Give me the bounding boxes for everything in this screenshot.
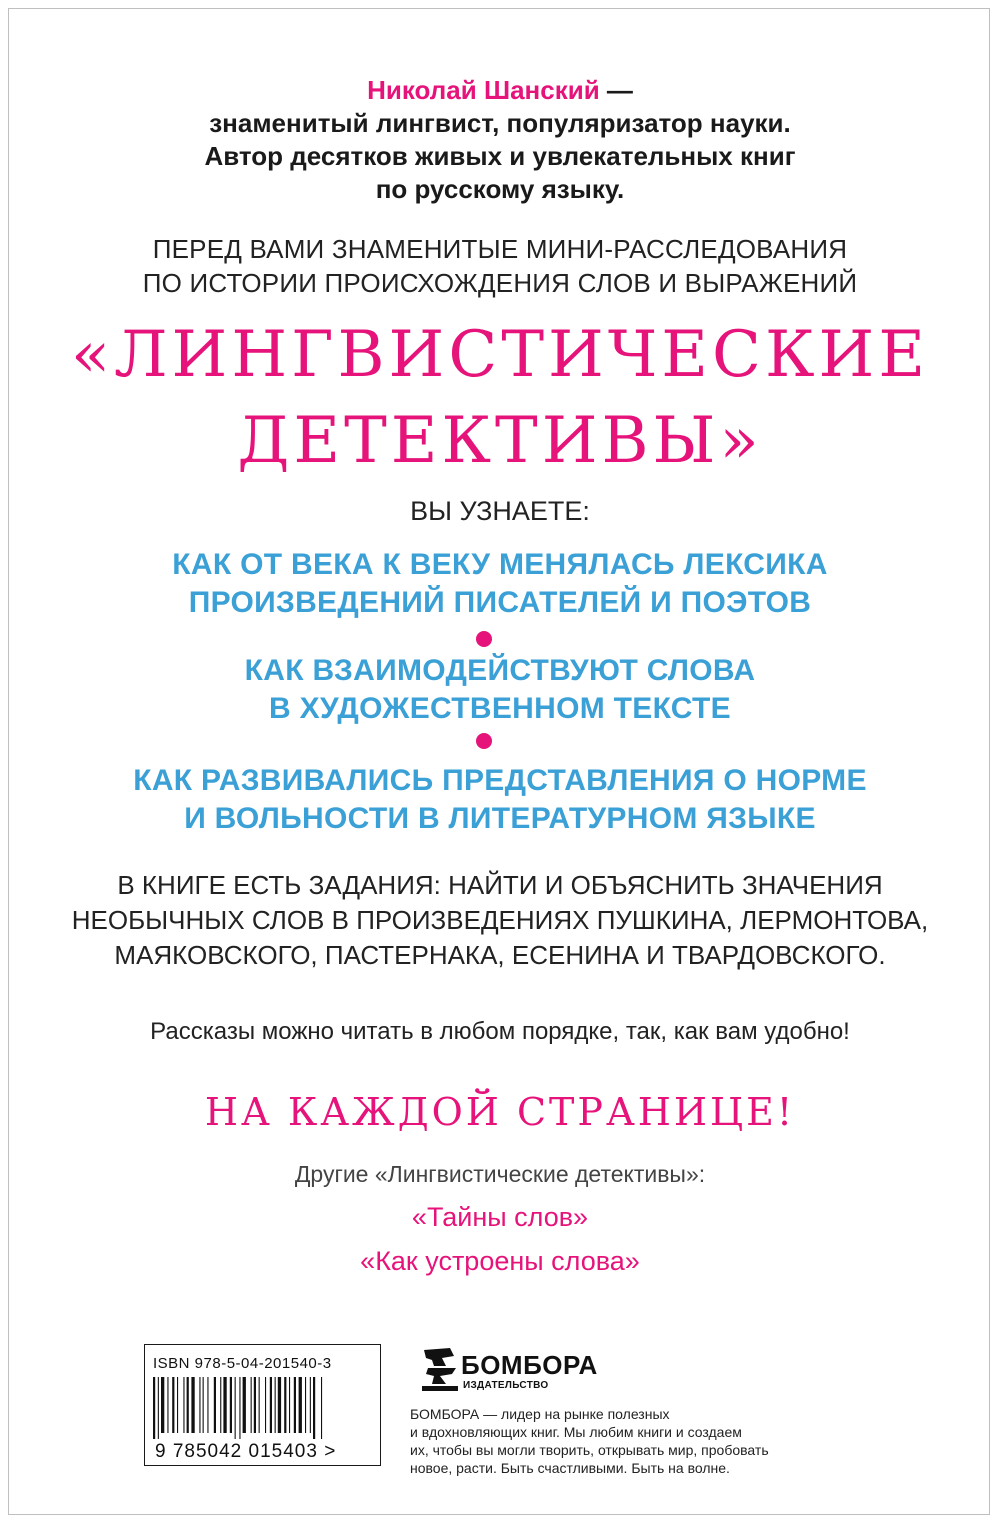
barcode-bar bbox=[294, 1377, 296, 1433]
other-book-title: «Как устроены слова» bbox=[360, 1246, 640, 1276]
learn-item-line: КАК ВЗАИМОДЕЙСТВУЮТ СЛОВА bbox=[244, 654, 756, 687]
barcode-bar bbox=[270, 1377, 272, 1433]
barcode-bar bbox=[289, 1377, 290, 1433]
intro-line-1: ПЕРЕД ВАМИ ЗНАМЕНИТЫЕ МИНИ-РАССЛЕДОВАНИЯ bbox=[152, 234, 848, 264]
barcode-bar bbox=[251, 1377, 252, 1433]
barcode-bar bbox=[172, 1377, 174, 1433]
barcode-bar bbox=[183, 1377, 184, 1433]
bombora-figure-icon bbox=[420, 1344, 460, 1394]
publisher-desc-line: и вдохновляющих книг. Мы любим книги и создаем bbox=[410, 1424, 742, 1440]
barcode-bar bbox=[278, 1377, 281, 1433]
learn-item bbox=[0, 762, 1000, 838]
barcode-bar bbox=[239, 1377, 240, 1439]
learn-item-line: ПРОИЗВЕДЕНИЙ ПИСАТЕЛЕЙ И ПОЭТОВ bbox=[188, 586, 812, 619]
intro-line-2: ПО ИСТОРИИ ПРОИСХОЖДЕНИЯ СЛОВ И ВЫРАЖЕНИЙ bbox=[142, 268, 858, 298]
barcode-bar bbox=[310, 1377, 311, 1433]
barcode-bar bbox=[214, 1377, 216, 1433]
barcode-bar bbox=[254, 1377, 256, 1433]
publisher-name: БОМБОРА bbox=[461, 1350, 598, 1380]
barcode-bar bbox=[275, 1377, 276, 1433]
learn-item-line: В ХУДОЖЕСТВЕННОМ ТЕКСТЕ bbox=[269, 692, 731, 725]
series-title bbox=[0, 312, 1000, 484]
barcode-bar bbox=[158, 1377, 159, 1439]
author-line-4: по русскому языку. bbox=[375, 174, 625, 204]
series-title-line-1: «ЛИНГВИСТИЧЕСКИЕ bbox=[70, 318, 930, 392]
barcode-bar bbox=[305, 1377, 306, 1433]
barcode-bar bbox=[203, 1377, 204, 1433]
learn-item-line: КАК РАЗВИВАЛИСЬ ПРЕДСТАВЛЕНИЯ О НОРМЕ bbox=[133, 764, 867, 797]
barcode-bar bbox=[220, 1377, 221, 1433]
barcode-bars bbox=[153, 1377, 374, 1439]
barcode-bar bbox=[153, 1377, 155, 1439]
barcode-bar bbox=[167, 1377, 168, 1433]
barcode-bar bbox=[223, 1377, 226, 1433]
barcode-bar bbox=[284, 1377, 286, 1433]
barcode-box bbox=[144, 1344, 381, 1466]
tasks-line-1: В КНИГЕ ЕСТЬ ЗАДАНИЯ: НАЙТИ И ОБЪЯСНИТЬ ЗНАЧЕНИЯ bbox=[117, 870, 883, 900]
barcode-bar bbox=[313, 1377, 315, 1439]
tasks-line-2: НЕОБЫЧНЫХ СЛОВ В ПРОИЗВЕДЕНИЯХ ПУШКИНА, ЛЕРМОНТОВА, bbox=[71, 905, 929, 935]
learn-item-line: И ВОЛЬНОСТИ В ЛИТЕРАТУРНОМ ЯЗЫКЕ bbox=[184, 802, 816, 835]
barcode-bar bbox=[177, 1377, 178, 1433]
barcode-bar bbox=[321, 1377, 322, 1439]
author-line-3: Автор десятков живых и увлекательных книг bbox=[204, 141, 796, 171]
author-line-2: знаменитый лингвист, популяризатор науки. bbox=[209, 108, 791, 138]
learn-item bbox=[0, 546, 1000, 622]
barcode-bar bbox=[235, 1377, 236, 1439]
other-book-title: «Тайны слов» bbox=[411, 1202, 589, 1232]
publisher-description bbox=[410, 1405, 810, 1477]
barcode-digits: 9 785042 015403 > bbox=[155, 1441, 337, 1462]
author-block bbox=[0, 74, 1000, 206]
bullet-dot bbox=[476, 631, 492, 647]
publisher-desc-line: новое, расти. Быть счастливыми. Быть на волне. bbox=[410, 1460, 730, 1476]
bullet-dot bbox=[476, 733, 492, 749]
other-books-label: Другие «Лингвистические детективы»: bbox=[294, 1161, 706, 1187]
every-page-slogan: НА КАЖДОЙ СТРАНИЦЕ! bbox=[204, 1090, 796, 1134]
author-dash: — bbox=[599, 75, 633, 105]
author-line-1 bbox=[0, 74, 1000, 107]
tasks-text bbox=[0, 868, 1000, 973]
barcode-bar bbox=[265, 1377, 266, 1433]
barcode-bar bbox=[161, 1377, 164, 1433]
learn-item bbox=[0, 652, 1000, 728]
publisher-desc-line: БОМБОРА — лидер на рынке полезных bbox=[410, 1406, 670, 1422]
barcode-bar bbox=[230, 1377, 232, 1433]
barcode-bar bbox=[199, 1377, 200, 1433]
barcode-bar bbox=[243, 1377, 246, 1433]
learn-item-line: КАК ОТ ВЕКА К ВЕКУ МЕНЯЛАСЬ ЛЕКСИКА bbox=[172, 548, 828, 581]
barcode-bar bbox=[259, 1377, 260, 1433]
publisher-desc-line: их, чтобы вы могли творить, открывать мир, пробовать bbox=[410, 1442, 769, 1458]
order-note: Рассказы можно читать в любом порядке, так, как вам удобно! bbox=[150, 1018, 850, 1045]
barcode-bar bbox=[207, 1377, 208, 1433]
barcode-bar bbox=[191, 1377, 194, 1433]
author-name: Николай Шанский bbox=[367, 75, 600, 105]
learn-heading: ВЫ УЗНАЕТЕ: bbox=[410, 496, 590, 526]
publisher-subtitle: ИЗДАТЕЛЬСТВО bbox=[463, 1380, 549, 1391]
tasks-line-3: МАЯКОВСКОГО, ПАСТЕРНАКА, ЕСЕНИНА И ТВАРДОВСКОГО. bbox=[114, 940, 886, 970]
barcode-bar bbox=[187, 1377, 189, 1433]
isbn-text: ISBN 978-5-04-201540-3 bbox=[153, 1355, 332, 1372]
intro-text bbox=[0, 232, 1000, 300]
series-title-line-2: ДЕТЕКТИВЫ» bbox=[237, 404, 763, 478]
barcode-bar bbox=[299, 1377, 302, 1433]
